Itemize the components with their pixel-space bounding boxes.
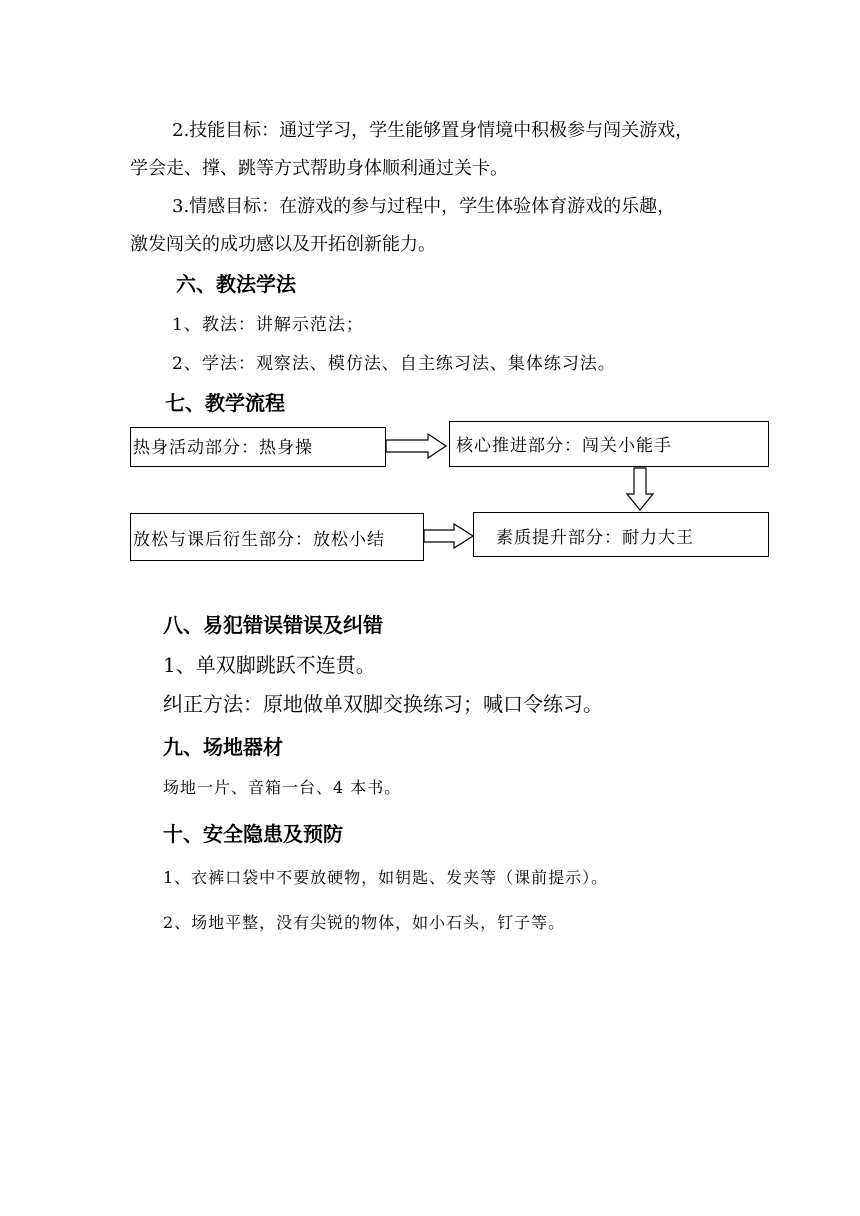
flow-box-warmup-label: 热身活动部分：热身操 bbox=[133, 438, 313, 458]
section-10-heading: 十、安全隐患及预防 bbox=[163, 822, 343, 846]
teaching-method: 1、教法：讲解示范法； bbox=[172, 315, 364, 335]
skill-goal-line-2: 学会走、撑、跳等方式帮助身体顺利通过关卡。 bbox=[130, 158, 508, 179]
skill-goal-line-1: 2.技能目标：通过学习，学生能够置身情境中积极参与闯关游戏， bbox=[172, 120, 694, 141]
correction-method: 纠正方法：原地做单双脚交换练习；喊口令练习。 bbox=[163, 692, 603, 716]
right-arrow-icon bbox=[384, 432, 450, 460]
section-8-heading: 八、易犯错误错误及纠错 bbox=[163, 613, 383, 637]
flow-box-relax-label: 放松与课后衍生部分：放松小结 bbox=[133, 530, 385, 550]
flow-box-warmup bbox=[130, 427, 386, 467]
flow-box-relax bbox=[130, 513, 424, 561]
flow-box-quality-label: 素质提升部分：耐力大王 bbox=[496, 528, 694, 548]
safety-item-1: 1、衣裤口袋中不要放硬物，如钥匙、发夹等（课前提示）。 bbox=[163, 868, 609, 887]
flow-box-quality bbox=[473, 512, 769, 557]
section-6-heading: 六、教法学法 bbox=[176, 272, 296, 296]
safety-item-2: 2、场地平整，没有尖锐的物体，如小石头，钉子等。 bbox=[163, 913, 566, 932]
equipment-list: 场地一片、音箱一台、4 本书。 bbox=[163, 778, 402, 797]
emotion-goal-line-2: 激发闯关的成功感以及开拓创新能力。 bbox=[130, 234, 436, 255]
down-arrow-icon bbox=[626, 466, 656, 512]
flow-box-core-label: 核心推进部分：闯关小能手 bbox=[456, 436, 672, 456]
section-9-heading: 九、场地器材 bbox=[163, 735, 283, 759]
learning-method: 2、学法：观察法、模仿法、自主练习法、集体练习法。 bbox=[172, 354, 616, 374]
right-arrow-icon-2 bbox=[422, 522, 476, 550]
section-7-heading: 七、教学流程 bbox=[165, 391, 285, 415]
flow-box-core bbox=[449, 421, 769, 467]
emotion-goal-line-1: 3.情感目标：在游戏的参与过程中，学生体验体育游戏的乐趣， bbox=[172, 196, 676, 217]
common-error: 1、单双脚跳跃不连贯。 bbox=[163, 653, 376, 677]
